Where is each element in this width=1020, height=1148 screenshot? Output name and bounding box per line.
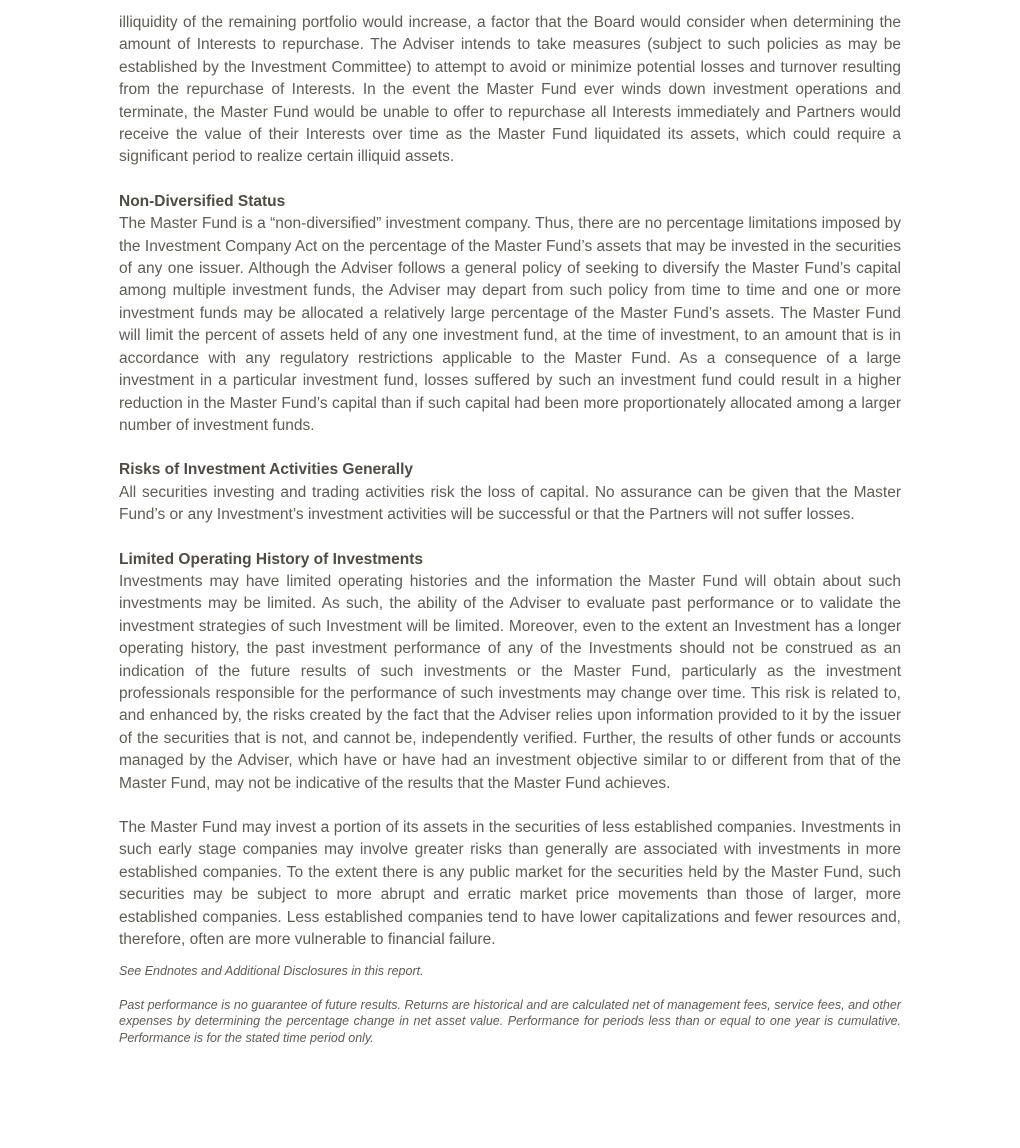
heading-limited-operating-history: Limited Operating History of Investments <box>119 550 424 568</box>
footnote-past-performance-disclaimer: Past performance is no guarantee of future results. Returns are historical and are calculated net of management fees, service fees, and other expenses by determining the percentage change in net asset value. Performance for periods less than or equal to one year is cumulative. Performance is for the stated time period only. <box>119 997 901 1045</box>
paragraph-non-diversified-status: The Master Fund is a “non-diversified” investment company. Thus, there are no percentage limitations imposed by the Investment Company Act on the percentage of the Master Fund’s assets that may be invested in the securities of any one issuer. Although the Adviser follows a general policy of seeking to diversify the Master Fund’s capital among multiple investment funds, the Adviser may depart from such policy from time to time and one or more investment funds may be allocated a relatively large percentage of the Master Fund’s assets. The Master Fund will limit the percent of assets held of any one investment fund, at the time of investment, to an amount that is in accordance with any regulatory restrictions applicable to the Master Fund. As a consequence of a large investment in a particular investment fund, losses suffered by such an investment fund could result in a higher reduction in the Master Fund’s capital than if such capital had been more proportionately allocated among a larger number of investment funds. <box>119 215 901 434</box>
paragraph-limited-operating-history: Investments may have limited operating histories and the information the Master Fund will obtain about such investments may be limited. As such, the ability of the Adviser to evaluate past performance or to validate the investment strategies of such Investment will be limited. Moreover, even to the extent an Investment has a longer operating history, the past investment performance of any of the Investments should not be construed as an indication of the future results of such investments or the Master Fund, particularly as the investment professionals responsible for the performance of such investments may change over time. This risk is related to, and enhanced by, the risks created by the fact that the Adviser relies upon information provided to it by the issuer of the securities that is not, and cannot be, independently verified. Further, the results of other funds or accounts managed by the Adviser, which have or have had an investment objective similar to or different from that of the Master Fund, may not be indicative of the results that the Master Fund achieves. <box>119 572 901 792</box>
paragraph-less-established-companies: The Master Fund may invest a portion of its assets in the securities of less established companies. Investments in such early stage companies may involve greater risks than generally are associated with investments in more established companies. To the extent there is any public market for the securities held by the Master Fund, such securities may be subject to more abrupt and erratic market price movements than those of larger, more established companies. Less established companies tend to have lower capitalizations and fewer resources and, therefore, often are more vulnerable to financial failure. <box>119 819 901 949</box>
paragraph-risks-of-investment-activities: All securities investing and trading activities risk the loss of capital. No assurance can be given that the Master Fund’s or any Investment’s investment activities will be successful or that the Partners will not suffer losses. <box>119 483 901 524</box>
heading-non-diversified-status: Non-Diversified Status <box>119 192 286 210</box>
heading-risks-of-investment-activities: Risks of Investment Activities Generally <box>119 461 414 479</box>
paragraph-illiquidity-continuation: illiquidity of the remaining portfolio would increase, a factor that the Board would consider when determining the amount of Interests to repurchase. The Adviser intends to take measures (subject to such policies as may be established by the Investment Committee) to attempt to avoid or minimize potential losses and turnover resulting from the repurchase of Interests. In the event the Master Fund ever winds down investment operations and terminate, the Master Fund would be unable to offer to repurchase all Interests immediately and Partners would receive the value of their Interests over time as the Master Fund liquidated its assets, which could require a significant period to realize certain illiquid assets. <box>119 14 901 166</box>
footnote-see-endnotes: See Endnotes and Additional Disclosures in this report. <box>119 964 424 979</box>
